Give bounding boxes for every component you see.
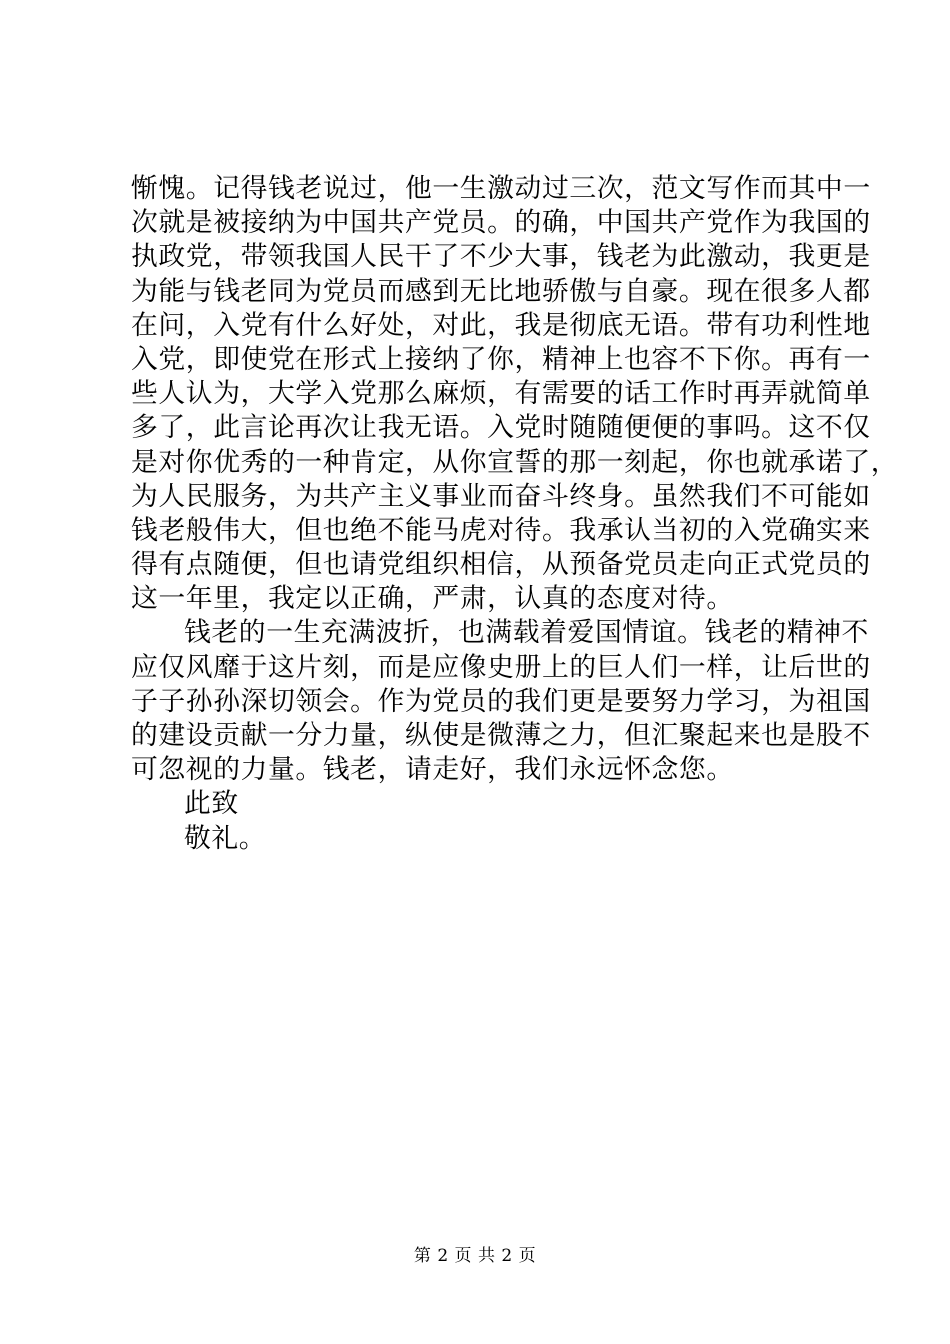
text-line: 惭愧。记得钱老说过，他一生激动过三次，范文写作而其中一 xyxy=(131,173,871,204)
paragraph-start-line: 钱老的一生充满波折，也满载着爱国情谊。钱老的精神不 xyxy=(184,617,869,649)
page-indicator: 第 2 页 共 2 页 xyxy=(413,1246,537,1266)
text-line: 次就是被接纳为中国共产党员。的确，中国共产党作为我国的 xyxy=(131,207,871,239)
text-line: 在问，入党有什么好处，对此，我是彻底无语。带有功利性地 xyxy=(131,309,871,341)
text-line: 是对你优秀的一种肯定，从你宣誓的那一刻起，你也就承诺了， xyxy=(131,446,899,478)
text-line: 应仅风靡于这片刻，而是应像史册上的巨人们一样，让后世的 xyxy=(131,651,871,683)
closing-salutation: 此致 xyxy=(184,788,239,820)
text-line: 可忽视的力量。钱老，请走好，我们永远怀念您。 xyxy=(131,754,734,786)
closing-regards: 敬礼。 xyxy=(184,822,267,854)
text-line: 为人民服务，为共产主义事业而奋斗终身。虽然我们不可能如 xyxy=(131,480,871,512)
document-body xyxy=(131,172,899,856)
text-line: 这一年里，我定以正确，严肃，认真的态度对待。 xyxy=(131,583,734,615)
text-line: 得有点随便，但也请党组织相信，从预备党员走向正式党员的 xyxy=(131,549,871,581)
text-line: 为能与钱老同为党员而感到无比地骄傲与自豪。现在很多人都 xyxy=(131,275,871,307)
text-line: 的建设贡献一分力量，纵使是微薄之力，但汇聚起来也是股不 xyxy=(131,720,871,751)
text-line: 钱老般伟大，但也绝不能马虎对待。我承认当初的入党确实来 xyxy=(131,514,871,546)
text-line: 执政党，带领我国人民干了不少大事，钱老为此激动，我更是 xyxy=(131,241,871,273)
page-footer xyxy=(0,1245,950,1267)
text-line: 子子孙孙深切领会。作为党员的我们更是要努力学习，为祖国 xyxy=(131,685,871,717)
text-line: 多了，此言论再次让我无语。入党时随随便便的事吗。这不仅 xyxy=(131,412,871,444)
text-line: 入党，即使党在形式上接纳了你，精神上也容不下你。再有一 xyxy=(131,343,871,375)
text-line: 些人认为，大学入党那么麻烦，有需要的话工作时再弄就简单 xyxy=(131,378,871,410)
